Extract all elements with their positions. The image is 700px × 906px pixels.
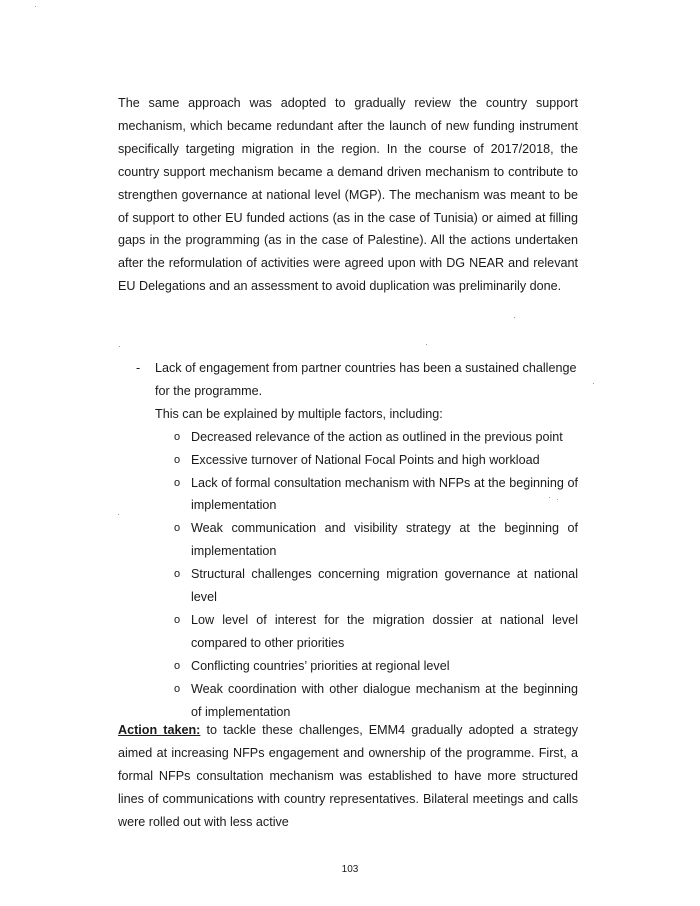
circle-bullet-icon: o (174, 476, 181, 489)
action-taken-paragraph (118, 719, 578, 834)
scan-speck (426, 344, 427, 345)
circle-bullet-icon: o (174, 613, 181, 626)
bullet-dash-marker: - (136, 361, 141, 375)
circle-bullet-icon: o (174, 453, 181, 466)
circle-bullet-icon: o (174, 568, 181, 581)
list-item: o Weak communication and visibility strategy at the beginning of implementation (118, 517, 578, 563)
circle-bullet-icon: o (174, 659, 181, 672)
factors-list (118, 426, 578, 724)
circle-bullet-icon: o (174, 430, 181, 443)
challenge-bullet-text: Lack of engagement from partner countries has been a sustained challenge for the programme. (155, 361, 577, 398)
scan-speck (557, 499, 558, 500)
list-item: o Lack of formal consultation mechanism with NFPs at the beginning of implementation (118, 472, 578, 518)
page-number: 103 (341, 864, 359, 875)
list-item: o Structural challenges concerning migration governance at national level (118, 563, 578, 609)
action-taken-label: Action taken: (118, 723, 201, 737)
list-item: o Low level of interest for the migration dossier at national level compared to other priorities (118, 609, 578, 655)
circle-bullet-icon: o (174, 682, 181, 695)
scan-speck (35, 6, 36, 7)
list-item: o Conflicting countries’ priorities at regional level (118, 655, 578, 678)
scan-speck (119, 346, 120, 347)
list-item: o Weak coordination with other dialogue mechanism at the beginning of implementation (118, 678, 578, 724)
body-paragraph-country-support: The same approach was adopted to gradually review the country support mechanism, which became redundant after the launch of new funding instrument specifically targeting migration in the region. In the course of 2017/2018, the country support mechanism became a demand driven mechanism to contribute to strengthen governance at national level (MGP). The mechanism was meant to be of support to other EU funded actions (as in the case of Tunisia) or aimed at filling gaps in the programming (as in the case of Palestine). All the actions undertaken after the reformulation of activities were agreed upon with DG NEAR and relevant EU Delegations and an assessment to avoid duplication was preliminarily done. (118, 96, 578, 294)
list-item: o Excessive turnover of National Focal Points and high workload (118, 449, 578, 472)
scan-speck (118, 514, 119, 515)
challenge-bullet (118, 357, 578, 724)
action-taken-text: to tackle these challenges, EMM4 gradually adopted a strategy aimed at increasing NFPs engagement and ownership of the programme. First, a formal NFPs consultation mechanism was established to have more structured lines of communications with country representatives. Bilateral meetings and calls were rolled out with less active (118, 723, 578, 829)
circle-bullet-icon: o (174, 522, 181, 535)
scan-speck (514, 317, 515, 318)
list-item: o Decreased relevance of the action as outlined in the previous point (118, 426, 578, 449)
scan-speck (549, 497, 550, 498)
scan-speck (593, 383, 594, 384)
factors-intro-text: This can be explained by multiple factors, including: (155, 406, 443, 421)
